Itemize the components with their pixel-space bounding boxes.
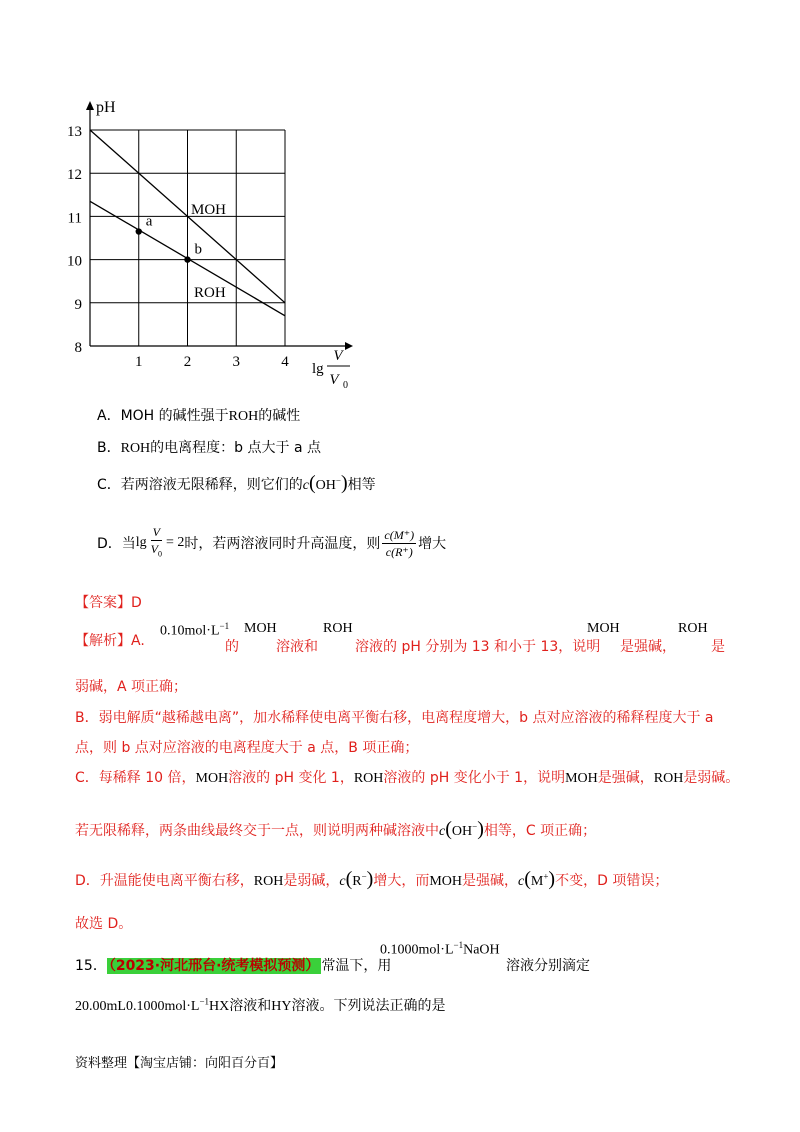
y-tick-label: 8	[74, 340, 82, 356]
y-tick-label: 9	[74, 296, 82, 313]
source-tag: （2023·河北邢台·统考模拟预测）	[108, 958, 320, 974]
moh-formula: MOH	[587, 621, 620, 636]
analysis-he: 溶液和	[276, 639, 318, 655]
footer-text: 资料整理【淘宝店铺：向阳百分百】	[75, 1056, 284, 1071]
data-point-a	[136, 228, 142, 234]
y-tick-label: 10	[67, 253, 82, 270]
y-tick-label: 12	[67, 167, 82, 184]
x-tick-label: 2	[183, 354, 192, 370]
roh-formula: ROH	[323, 621, 353, 636]
analysis-de: 的	[225, 639, 239, 655]
y-axis-arrow	[86, 101, 94, 110]
analysis-b-line-1: B．弱电解质“越稀越电离”，加水稀释使电离平衡右移，电离程度增大，b 点对应溶液的稀释程度大于 a	[75, 710, 714, 726]
chart-grid	[90, 130, 285, 346]
concentration-formula: $0.10mol\cdot L^{-1}$	[160, 621, 230, 639]
roh-formula: ROH	[228, 409, 259, 424]
moh-formula: MOH	[244, 621, 277, 636]
cm-over-cr-fraction: $\frac{c(M^+)}{c(R^+)}$	[384, 527, 415, 559]
answer-label: 【答案】D	[75, 595, 142, 611]
option-b: B．ROH的电离程度：b 点大于 a 点	[97, 440, 321, 456]
series-label-roh: ROH	[194, 285, 226, 301]
c-m-expression: c(M+)	[518, 868, 556, 890]
analysis-c-line-1: C．每稀释 10 倍，MOH溶液的 pH 变化 1，ROH溶液的 pH 变化小于 1，说明MOH是强碱，ROH是弱碱。	[75, 770, 740, 786]
question-15-line-1: 15． （2023·河北邢台·统考模拟预测） 常温下，用	[75, 958, 392, 974]
x-axis-arrow	[345, 342, 353, 350]
c-r-expression: c(R−)	[339, 868, 374, 890]
roh-formula: ROH	[678, 621, 708, 636]
chart-labels	[67, 99, 350, 391]
x-axis-label-denominator: V	[329, 372, 339, 388]
y-tick-label: 13	[67, 124, 82, 140]
y-tick-label: 11	[67, 210, 82, 227]
lg-v-v0-expression: lg $\frac{V}{V_0}$ = 2	[135, 524, 185, 559]
roh-formula: ROH	[253, 874, 284, 889]
c-oh-expression: c(OH−)	[439, 818, 484, 840]
x-tick-label: 3	[232, 354, 240, 370]
analysis-line-2: 弱碱，A 项正确；	[75, 679, 188, 695]
x-axis-label-subscript: 0	[343, 380, 348, 391]
point-label-b: b	[194, 241, 202, 258]
analysis-conclusion: 故选 D。	[75, 916, 133, 932]
option-d: D．当 lg $\frac{V}{V_0}$ = 2 时，若两溶液同时升高温度，则 $\frac{c(M^+)}{c(R^+)}$ 增大	[97, 518, 446, 568]
analysis-b-line-2: 点，则 b 点对应溶液的电离程度大于 a 点，B 项正确；	[75, 740, 419, 756]
question-15-text2: 溶液分别滴定	[506, 958, 590, 974]
analysis-strong: 是强碱，	[620, 639, 676, 655]
moh-formula: MOH	[195, 771, 229, 786]
ph-dilution-chart	[0, 0, 400, 400]
x-tick-label: 1	[135, 354, 143, 370]
question-15-line-2: $20.00mL0.1000mol\cdot L^{-1}HX$溶液和HY溶液。下列说法正确的是	[75, 996, 446, 1014]
x-tick-label: 4	[281, 354, 289, 370]
c-oh-expression: c(OH−)	[302, 472, 348, 494]
y-axis-label: pH	[96, 99, 116, 116]
analysis-mid: 溶液的 pH 分别为 13 和小于 13，说明	[355, 639, 601, 655]
roh-formula: ROH	[653, 771, 684, 786]
point-label-a: a	[145, 213, 153, 230]
moh-formula: MOH	[429, 874, 462, 889]
option-c: C．若两溶液无限稀释，则它们的c(OH−)相等	[97, 472, 376, 494]
analysis-shi: 是	[711, 639, 725, 655]
x-axis-label-numerator: V	[333, 348, 343, 364]
x-axis-label-lg: lg	[312, 361, 324, 377]
analysis-c-line-2: 若无限稀释，两条曲线最终交于一点，则说明两种碱溶液中c(OH−)相等，C 项正确；	[75, 818, 597, 840]
reagent-formula: $0.1000mol\cdot L^{-1}NaOH$	[380, 940, 500, 958]
moh-formula: MOH	[565, 771, 598, 786]
analysis-line-1: 【解析】A.	[75, 633, 145, 649]
data-point-b	[184, 256, 190, 262]
analysis-d-line: D．升温能使电离平衡右移，ROH是弱碱，c(R−)增大，而MOH是强碱，c(M+)不变，D 项错误；	[75, 868, 669, 890]
roh-formula: ROH	[120, 441, 151, 456]
series-label-moh: MOH	[191, 202, 227, 218]
roh-formula: ROH	[353, 771, 384, 786]
chart-axes	[86, 101, 353, 350]
option-a: A．MOH 的碱性强于ROH的碱性	[97, 408, 301, 424]
